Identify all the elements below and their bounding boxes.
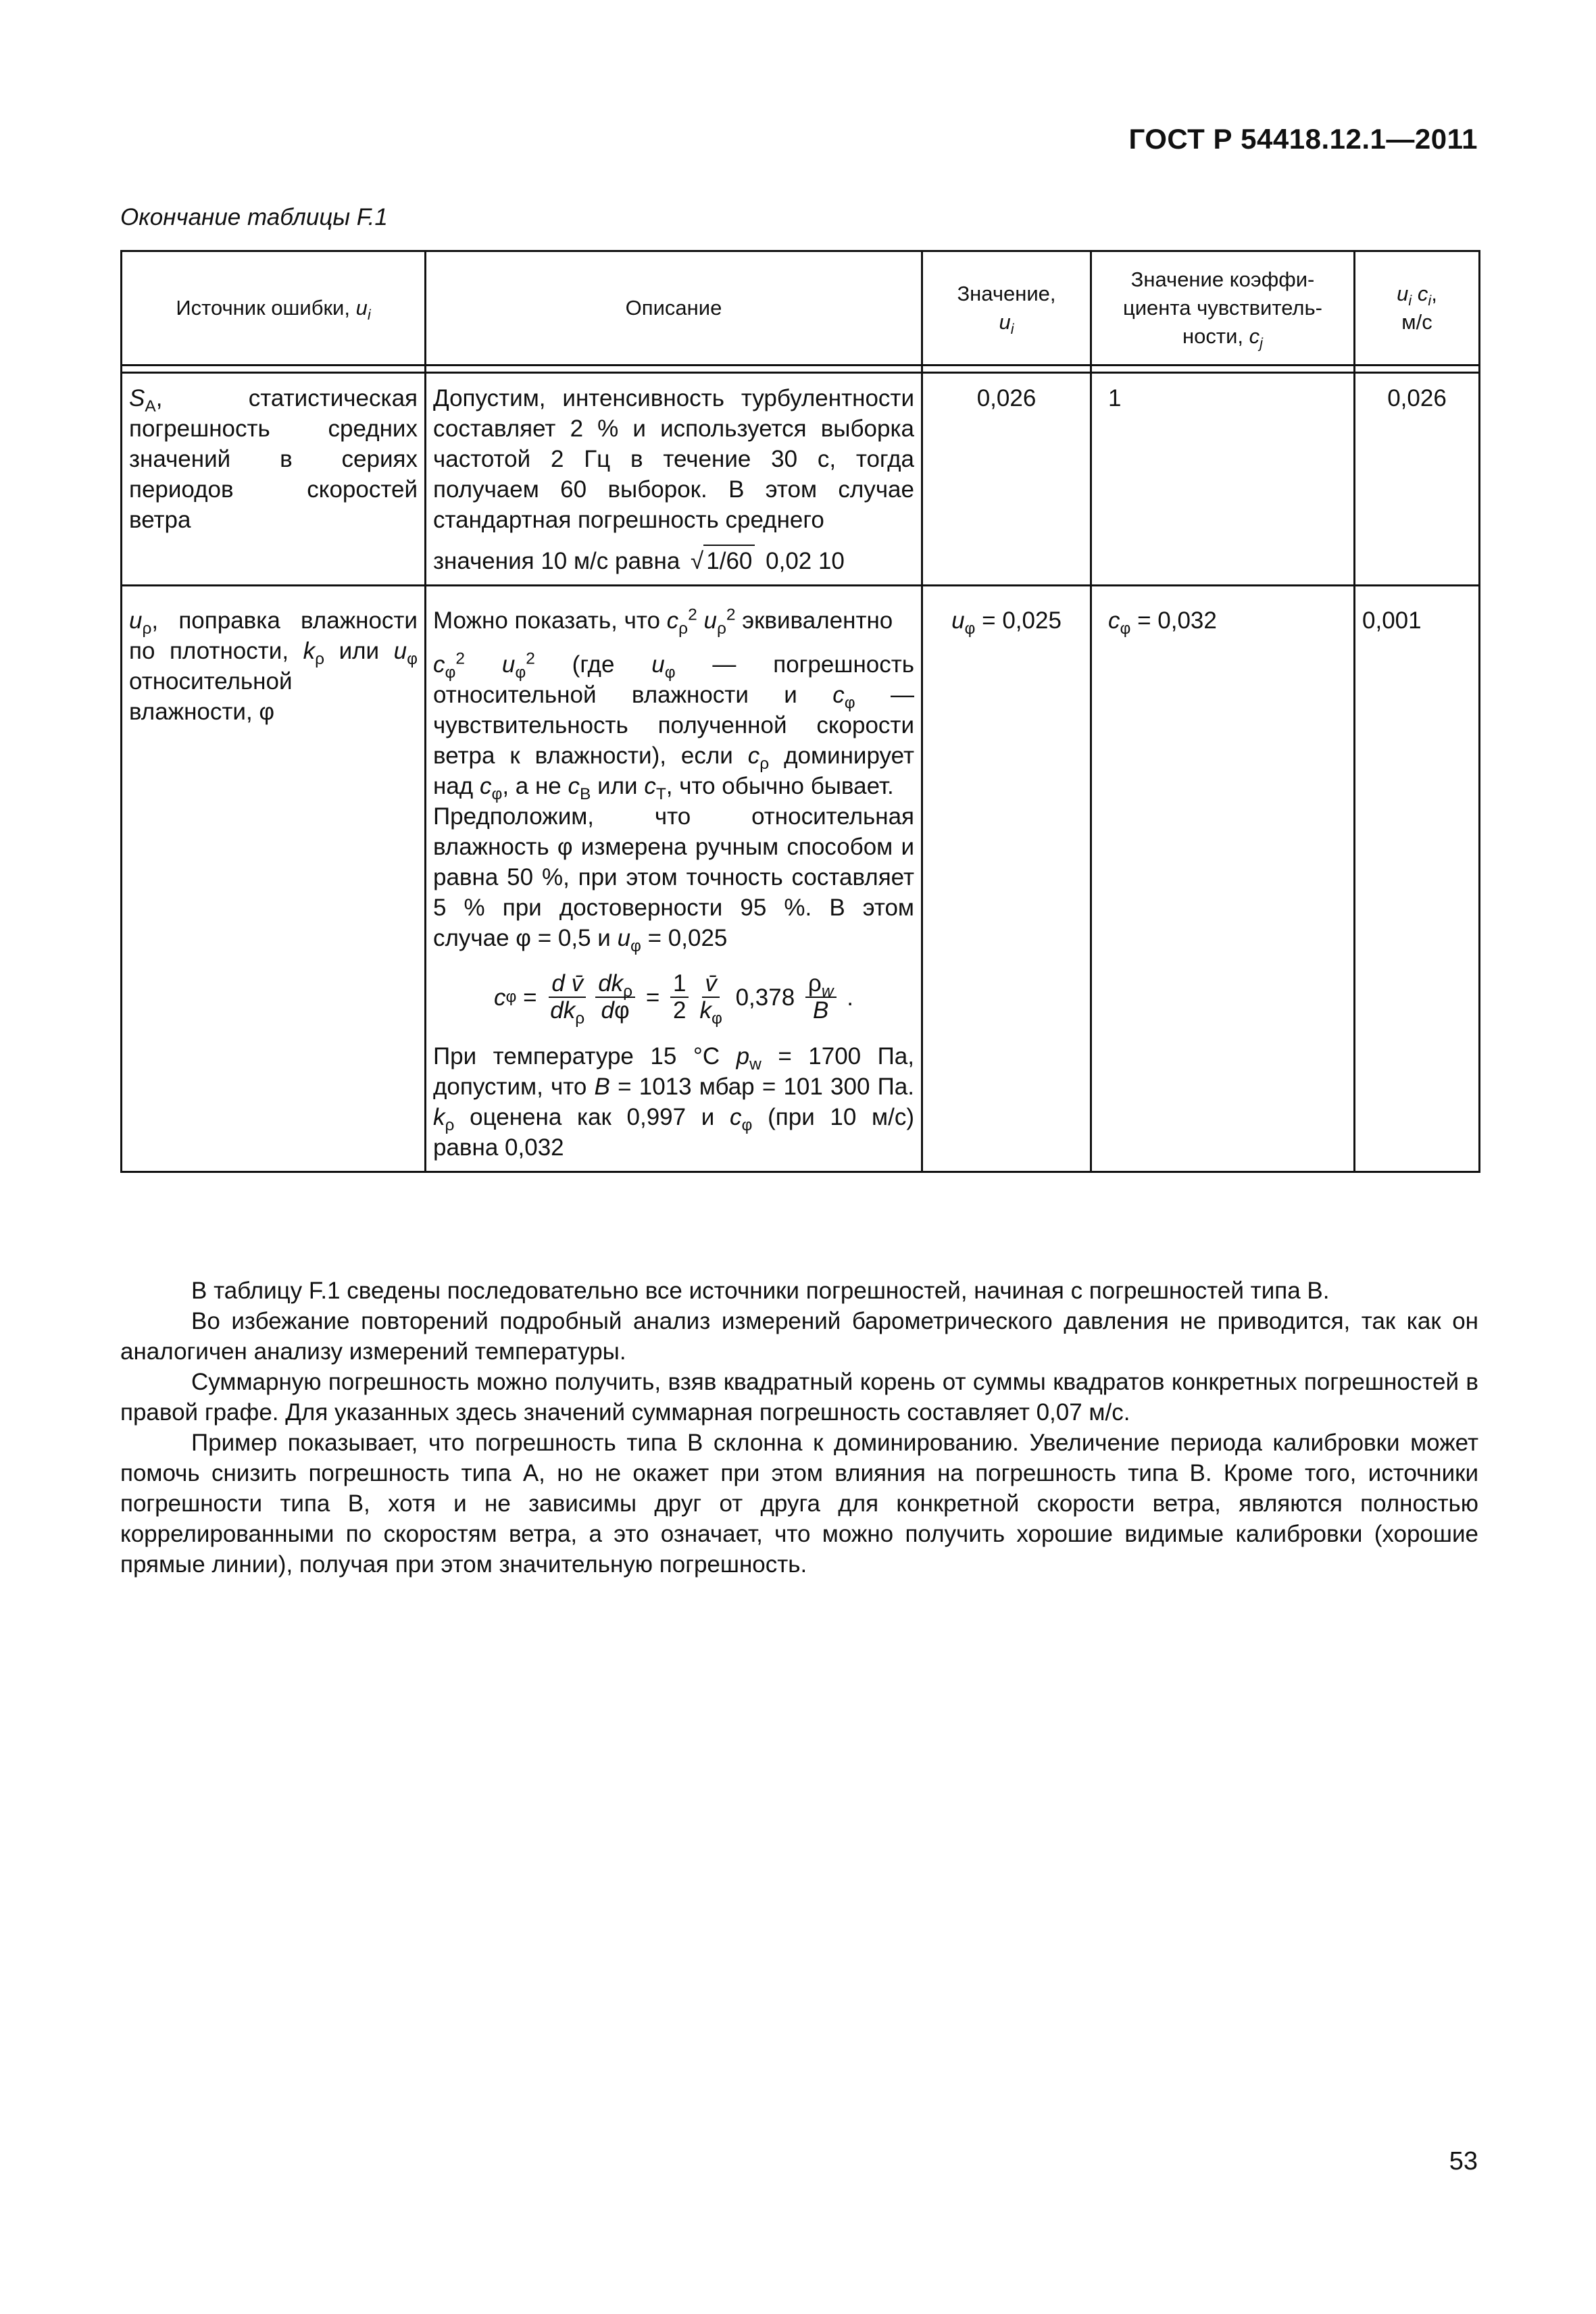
row2-coefficient: $c_\varphi = 0,032$ [1091, 586, 1355, 1172]
row1-product: 0,026 [1355, 373, 1480, 586]
header-source: Источник ошибки, $u_i$ [122, 251, 426, 366]
paragraph: Во избежание повторений подробный анализ измерений барометрического давления не приводится, так как он аналогичен анализу измерений температуры. [120, 1308, 1478, 1365]
paragraph: Пример показывает, что погрешность типа В склонна к доминированию. Увеличение периода калибровки может помочь снизить погрешность типа А, но не окажет при этом влияния на погрешность типа В. Кроме того, источники погрешности типа В, хотя и не зависимы друг от друга для конкретной скорости ветра, являются полностью коррелированными по скоростям ветра, а это означает, что можно получить хорошие видимые калибровки (хорошие прямые линии), получая при этом значительную погрешность. [120, 1430, 1478, 1578]
table-row [122, 373, 1480, 586]
document-standard-number: ГОСТ Р 54418.12.1—2011 [1128, 123, 1478, 155]
paragraph: Суммарную погрешность можно получить, взяв квадратный корень от суммы квадратов конкретных погрешностей в правой графе. Для указанных здесь значений суммарная погрешность составляет 0,07 м/с. [120, 1369, 1478, 1426]
row2-equivalence: Можно показать, что $c_\rho^2$ $u_\rho^2$ эквивалентно [433, 605, 893, 638]
row2-temperature: При температуре 15 °С $p_w = 1700$ Па, допустим, что B = 1013 мбар = 101 300 Па. $k_\rho$ оценена как 0,997 и $c_\varphi$ (при 10 м/с) равна 0,032 [433, 1043, 914, 1161]
row1-formula: значения 10 м/с равна √ 1/60 0,02 10 [433, 545, 914, 576]
row2-assumption: Предположим, что относительная влажность φ измерена ручным способом и равна 50 %, при этом точность составляет 5 % при достоверности 95 %. В этом случае φ = 0,5 и $u_\varphi = 0,025$ [433, 803, 914, 955]
header-separator [122, 366, 1480, 373]
row2-value: $u_\varphi = 0,025$ [922, 586, 1091, 1172]
header-sensitivity: Значение коэффи- циента чувствитель- ности, $c_j$ [1091, 251, 1355, 366]
sqrt-symbol: √ 1/60 [691, 545, 755, 576]
header-description: Описание [426, 251, 922, 366]
row2-description [426, 586, 922, 1172]
header-product: $u_i$ $c_i$, м/с [1355, 251, 1480, 366]
row1-source: $S_A$, статистическая погрешность средних значений в сериях периодов скоростей ветра [122, 373, 426, 586]
body-text [120, 1276, 1478, 1580]
uncertainty-table [120, 250, 1480, 1173]
sensitivity-formula: c φ = $\frac{\text{d v̄}}{dk_\rho}$ $\frac{dk_\rho}{d\varphi}$ = $\frac{1}{2}$ $\frac{v̄}{k_\varphi}$ 0,378 $\frac{\rho_w}{B}$ . [494, 970, 853, 1028]
row1-description: Допустим, интенсивность турбулентности составляет 2 % и используется выборка частотой 2 Гц в течение 30 с, тогда получаем 60 выборок. В этом случае стандартная погрешность среднего значения 10 м/с равна √ 1/60 0,02 10 [426, 373, 922, 586]
table-header-row [122, 251, 1480, 366]
paragraph: В таблицу F.1 сведены последовательно все источники погрешностей, начиная с погрешностей типа В. [191, 1278, 1330, 1304]
page-number: 53 [1449, 2147, 1478, 2175]
row2-source: $u_\rho$, поправка влажности по плотности, $k_\rho$ или $u_\varphi$ относительной влажности, φ [122, 586, 426, 1172]
row2-product: 0,001 [1355, 586, 1480, 1172]
header-value: Значение, $u_i$ [922, 251, 1091, 366]
table-caption: Окончание таблицы F.1 [120, 204, 388, 230]
row1-coefficient: 1 [1091, 373, 1355, 586]
table-row [122, 586, 1480, 1172]
row1-value: 0,026 [922, 373, 1091, 586]
row2-where: $c_\varphi^2$ $u_\varphi^2$ (где $u_\varphi$ — погрешность относительной влажности и $c_\varphi$ — чувствительность полученной скорости ветра к влажности), если $c_\rho$ доминирует над $c_\varphi$, а не $c_B$ или $c_T$, что обычно бывает. [433, 649, 915, 803]
